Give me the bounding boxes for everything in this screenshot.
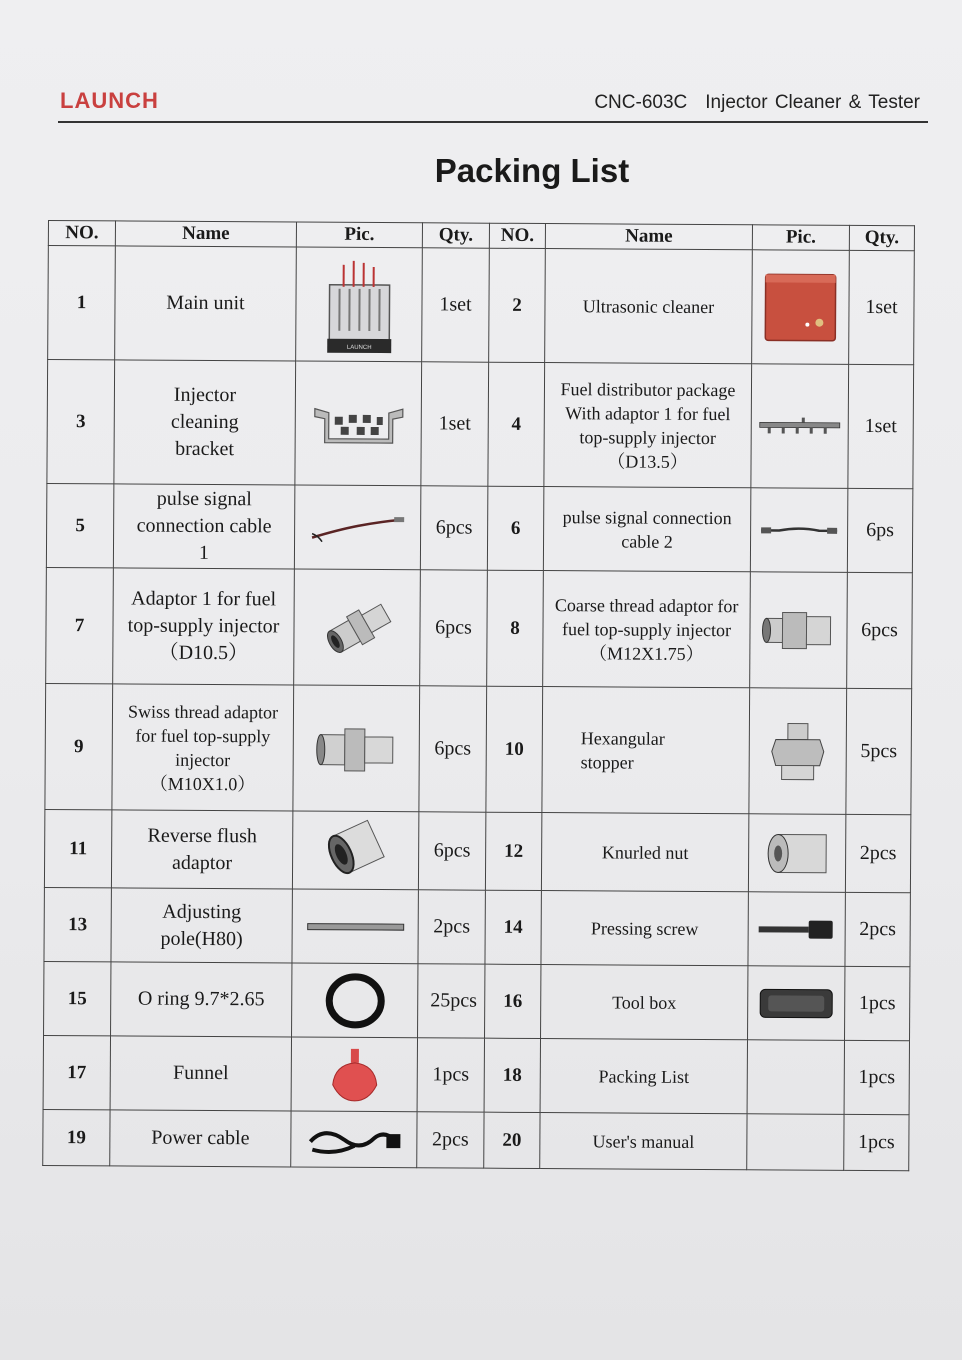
adaptor-icon bbox=[317, 592, 397, 662]
item-no: 4 bbox=[488, 362, 545, 486]
item-name: Reverse flush adaptor bbox=[111, 810, 292, 889]
fuel-rail-icon bbox=[758, 414, 842, 439]
item-no: 19 bbox=[43, 1109, 110, 1165]
item-pic bbox=[291, 1037, 417, 1112]
item-name: Injector cleaning bracket bbox=[114, 360, 296, 485]
page-title: Packing List bbox=[434, 152, 630, 189]
item-no: 11 bbox=[44, 809, 111, 887]
screw-icon bbox=[757, 917, 837, 941]
item-qty: 1set bbox=[422, 248, 490, 362]
table-row bbox=[44, 809, 910, 892]
item-qty: 25pcs bbox=[418, 964, 485, 1038]
item-no: 13 bbox=[44, 887, 111, 961]
item-pic bbox=[294, 485, 421, 570]
item-no: 20 bbox=[484, 1112, 540, 1168]
table-row bbox=[44, 887, 910, 966]
adaptor-icon bbox=[314, 718, 398, 779]
item-pic bbox=[295, 361, 422, 486]
table-row bbox=[46, 483, 912, 572]
adaptor-icon bbox=[758, 600, 838, 660]
table-row bbox=[45, 683, 912, 814]
packing-list-table bbox=[42, 220, 915, 1171]
item-name: Adjusting pole(H80) bbox=[111, 888, 292, 963]
item-pic bbox=[751, 364, 849, 489]
item-pic bbox=[292, 963, 418, 1038]
model-number: CNC-603C bbox=[594, 92, 688, 113]
item-name: Fuel distributor package With adaptor 1 for fuel top-supply injector（D13.5） bbox=[544, 363, 752, 488]
item-qty: 1pcs bbox=[844, 1040, 909, 1114]
item-no: 5 bbox=[46, 483, 114, 567]
item-qty: 6pcs bbox=[847, 572, 913, 688]
item-name: Packing List bbox=[540, 1039, 747, 1114]
item-name: Power cable bbox=[110, 1110, 291, 1167]
item-name: Tool box bbox=[541, 965, 748, 1040]
item-name: Ultrasonic cleaner bbox=[545, 249, 753, 364]
item-no: 3 bbox=[47, 360, 115, 484]
item-pic bbox=[748, 892, 845, 967]
item-no: 10 bbox=[486, 686, 543, 812]
flush-adaptor-icon bbox=[320, 817, 390, 883]
item-name: Main unit bbox=[115, 246, 297, 361]
col-qty-header: Qty. bbox=[849, 225, 914, 250]
item-qty: 1pcs bbox=[845, 966, 910, 1040]
item-pic bbox=[750, 572, 848, 689]
item-name: User's manual bbox=[540, 1113, 747, 1170]
item-no: 9 bbox=[45, 683, 113, 809]
svg-text:LAUNCH: LAUNCH bbox=[346, 344, 372, 351]
col-name-header: Name bbox=[115, 221, 296, 247]
item-no: 12 bbox=[485, 812, 541, 890]
item-qty: 1set bbox=[849, 250, 915, 364]
item-no: 16 bbox=[485, 964, 541, 1038]
item-name: Pressing screw bbox=[541, 891, 748, 966]
item-name: pulse signal connection cable 2 bbox=[543, 487, 751, 572]
item-pic bbox=[748, 966, 845, 1041]
item-qty: 1pcs bbox=[417, 1038, 484, 1112]
ultrasonic-cleaner-icon bbox=[761, 270, 839, 344]
item-name: Adaptor 1 for fuel top-supply injector （D10.5） bbox=[113, 568, 295, 685]
pole-icon bbox=[305, 919, 405, 934]
item-no: 7 bbox=[46, 567, 114, 683]
col-pic-header: Pic. bbox=[296, 222, 422, 248]
stopper-icon bbox=[768, 719, 828, 783]
document-header-title bbox=[594, 92, 920, 114]
item-no: 2 bbox=[489, 248, 546, 362]
knurled-nut-icon bbox=[762, 828, 832, 878]
item-pic bbox=[291, 1111, 417, 1168]
item-pic bbox=[293, 685, 420, 812]
item-qty: 2pcs bbox=[418, 890, 485, 964]
item-pic bbox=[296, 247, 423, 362]
item-name: Knurled nut bbox=[541, 813, 748, 892]
table-row bbox=[43, 1035, 909, 1114]
item-name: pulse signal connection cable 1 bbox=[113, 484, 295, 569]
table-row bbox=[43, 1109, 909, 1170]
item-pic bbox=[749, 688, 847, 815]
brand-logo: LAUNCH bbox=[60, 88, 159, 113]
item-qty: 5pcs bbox=[846, 688, 912, 814]
item-qty: 1pcs bbox=[844, 1114, 909, 1170]
item-pic bbox=[747, 1114, 844, 1171]
cable-icon bbox=[759, 520, 839, 540]
item-name: Coarse thread adaptor for fuel top-supply injector（M12X1.75） bbox=[543, 571, 751, 688]
col-no-header: NO. bbox=[48, 221, 115, 246]
item-name: Funnel bbox=[110, 1036, 291, 1111]
table-row bbox=[47, 360, 914, 489]
item-pic bbox=[294, 569, 421, 686]
col-no-header: NO. bbox=[489, 223, 545, 248]
item-pic bbox=[747, 1040, 844, 1115]
item-no: 15 bbox=[44, 961, 111, 1035]
item-no: 18 bbox=[484, 1038, 540, 1112]
col-name-header: Name bbox=[545, 224, 752, 250]
funnel-icon bbox=[324, 1044, 384, 1104]
o-ring-icon bbox=[324, 971, 386, 1029]
item-no: 6 bbox=[487, 486, 544, 570]
item-pic bbox=[748, 814, 845, 893]
item-pic bbox=[750, 488, 848, 573]
item-no: 8 bbox=[487, 570, 544, 686]
item-no: 17 bbox=[43, 1035, 110, 1109]
item-qty: 2pcs bbox=[417, 1112, 484, 1168]
item-name: O ring 9.7*2.65 bbox=[111, 962, 292, 1037]
item-qty: 6ps bbox=[847, 488, 913, 572]
power-cable-icon bbox=[304, 1119, 404, 1160]
product-name: Injector Cleaner & Tester bbox=[705, 92, 920, 113]
item-qty: 6pcs bbox=[419, 686, 487, 812]
item-pic bbox=[292, 889, 418, 964]
item-pic bbox=[752, 250, 850, 365]
item-qty: 6pcs bbox=[418, 812, 485, 890]
table-row bbox=[44, 961, 910, 1040]
header-rule bbox=[58, 121, 928, 123]
item-qty: 1set bbox=[848, 364, 914, 488]
col-pic-header: Pic. bbox=[752, 225, 849, 251]
table-row bbox=[48, 246, 915, 365]
item-qty: 2pcs bbox=[845, 892, 910, 966]
item-pic bbox=[292, 811, 418, 890]
toolbox-icon bbox=[758, 985, 834, 1021]
item-name: Hexangular stopper bbox=[542, 687, 750, 814]
item-qty: 1set bbox=[421, 362, 489, 486]
main-unit-icon bbox=[323, 254, 396, 354]
table-row bbox=[46, 567, 913, 688]
bracket-icon bbox=[308, 398, 408, 449]
item-no: 14 bbox=[485, 890, 541, 964]
item-name: Swiss thread adaptor for fuel top-supply injector （M10X1.0） bbox=[112, 684, 294, 811]
item-no: 1 bbox=[48, 246, 116, 360]
col-qty-header: Qty. bbox=[422, 223, 489, 248]
cable-icon bbox=[308, 507, 408, 548]
item-qty: 6pcs bbox=[420, 486, 488, 570]
item-qty: 2pcs bbox=[845, 814, 910, 892]
item-qty: 6pcs bbox=[420, 570, 488, 686]
